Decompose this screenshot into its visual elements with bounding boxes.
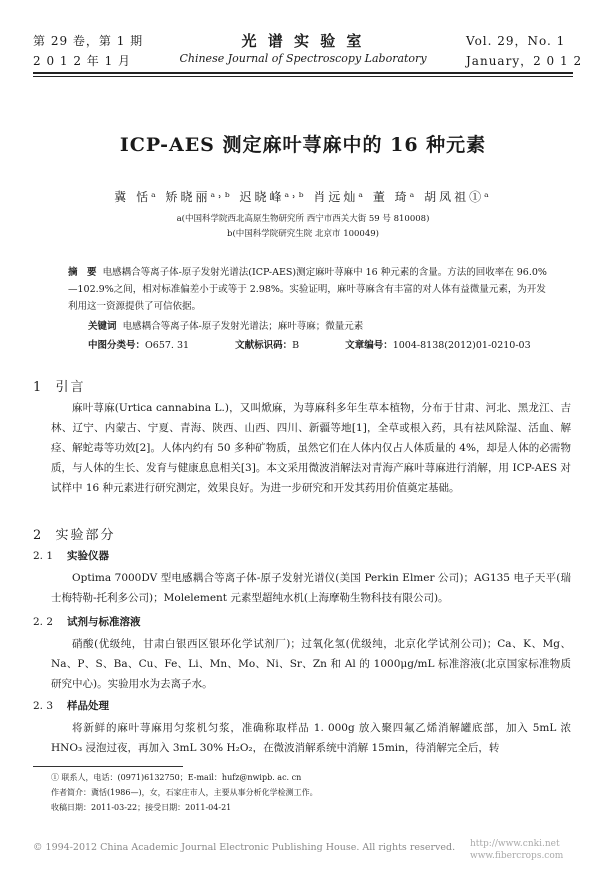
- footnote-contact: ① 联系人，电话：(0971)6132750；E-mail：hufz@nwipb. ac. cn: [51, 773, 302, 782]
- keywords-line: [88, 318, 363, 332]
- watermark-line-1: http://www.cnki.net: [470, 839, 560, 849]
- subsection-2-3-number: 2. 3: [33, 700, 54, 712]
- clc-value: O657. 31: [145, 340, 190, 351]
- authors: 冀 恬ᵃ 矫晓丽ᵃ˒ᵇ 迟晓峰ᵃ˒ᵇ 肖远灿ᵃ 董 琦ᵃ 胡凤祖①ᵃ: [114, 190, 492, 204]
- subsection-2-3-heading: [33, 698, 109, 713]
- instruments-paragraph: Optima 7000DV 型电感耦合等离子体-原子发射光谱仪(美国 Perkin Elmer 公司)；AG135 电子天平(瑞士梅特勒-托利多公司)；Molelement 元素型超纯水机(上海摩勒生物科技有限公司)。: [51, 572, 571, 604]
- affiliation-b: b(中国科学院研究生院 北京市 100049): [227, 229, 379, 239]
- journal-title-cn: 光 谱 实 验 室: [241, 32, 365, 50]
- subsection-2-1-heading: [33, 548, 109, 563]
- subsection-2-2-heading: [33, 614, 141, 629]
- clc-label: 中图分类号：: [88, 340, 146, 351]
- footnote-rule: [33, 766, 183, 767]
- volume-issue-en: Vol. 29，No. 1: [466, 34, 566, 48]
- abstract: [68, 264, 548, 315]
- footnote-dates: 收稿日期：2011-03-22；接受日期：2011-04-21: [51, 803, 232, 812]
- paper-title: ICP-AES 测定麻叶荨麻中的 16 种元素: [119, 134, 487, 156]
- affiliation-a: a(中国科学院西北高原生物研究所 西宁市西关大街 59 号 810008): [176, 214, 430, 224]
- watermark: [470, 838, 563, 862]
- section-2-heading: [33, 524, 116, 543]
- section-1-heading: [33, 376, 86, 395]
- intro-paragraph: 麻叶荨麻(Urtica cannabina L.)，又叫焮麻，为荨麻科多年生草本植物，分布于甘肃、河北、黑龙江、吉林、辽宁、内蒙古、宁夏、青海、陕西、山西、四川、新疆等地[1]，全草或根入药，具有祛风除湿、活血、解痉、解蛇毒等功效[2]。人体内约有 50 多种矿物质，虽然它们在人体内仅占人体质量的 4%，却是人体的必需物质，与人体的生长、发育与健康息息相关[3]。本文采用微波消解法对青海产麻叶荨麻进行消解，用 ICP-AES 对试样中 16 种元素进行研究测定，效果良好。为进一步研究和开发其药用价值奠定基础。: [51, 402, 571, 494]
- subsection-2-2-title: 试剂与标准溶液: [67, 616, 141, 628]
- subsection-2-2-number: 2. 2: [33, 616, 54, 628]
- keywords-label: 关键词: [88, 321, 117, 332]
- section-1-title: 引言: [55, 380, 86, 395]
- subsection-2-3-title: 样品处理: [67, 700, 110, 712]
- section-1-number: 1: [33, 380, 44, 395]
- article-number-label: 文章编号：: [345, 340, 393, 351]
- section-2-title: 实验部分: [55, 528, 116, 543]
- header-rule-thin: [33, 76, 573, 77]
- header-rule: [33, 72, 573, 74]
- journal-title-en: Chinese Journal of Spectroscopy Laboratory: [179, 52, 427, 65]
- subsection-2-1-number: 2. 1: [33, 550, 54, 562]
- abstract-text: 电感耦合等离子体-原子发射光谱法(ICP-AES)测定麻叶荨麻中 16 种元素的含量。方法的回收率在 96.0%—102.9%之间，相对标准偏差小于或等于 2.98%。实验证明，麻叶荨麻含有丰富的对人体有益微量元素，为开发利用这一资源提供了可信依据。: [68, 267, 547, 312]
- watermark-line-2: www.fibercrops.com: [470, 851, 564, 861]
- footnote-author-bio: 作者简介：冀恬(1986—)，女，石家庄市人，主要从事分析化学检测工作。: [51, 788, 318, 797]
- sample-prep-paragraph: 将新鲜的麻叶荨麻用匀浆机匀浆，准确称取样品 1. 000g 放入聚四氟乙烯消解罐底部，加入 5mL 浓 HNO₃ 浸泡过夜，再加入 3mL 30% H₂O₂，在微波消解系统中消解 15min，待消解完全后，转: [51, 722, 571, 754]
- section-2-number: 2: [33, 528, 44, 543]
- copyright-notice: © 1994-2012 China Academic Journal Electronic Publishing House. All rights reserved.: [33, 842, 456, 853]
- date-en: January，2 0 1 2: [466, 54, 583, 68]
- classification-line: [88, 337, 531, 351]
- abstract-label: 摘 要: [68, 267, 97, 278]
- article-number-value: 1004-8138(2012)01-0210-03: [392, 340, 531, 351]
- keywords: 电感耦合等离子体-原子发射光谱法；麻叶荨麻；微量元素: [122, 321, 364, 332]
- subsection-2-1-title: 实验仪器: [67, 550, 110, 562]
- date-cn: 2 0 1 2 年 1 月: [33, 54, 132, 68]
- doc-code-label: 文献标识码：: [235, 340, 293, 351]
- reagents-paragraph: 硝酸(优级纯，甘肃白银西区银环化学试剂厂)；过氧化氢(优级纯，北京化学试剂公司)；Ca、K、Mg、Na、P、S、Ba、Cu、Fe、Li、Mn、Mo、Ni、Sr、Zn 和 Al 的 1000μg/mL 标准溶液(北京国家标准物质研究中心)。实验用水为去离子水。: [51, 638, 571, 690]
- volume-issue-cn: 第 29 卷，第 1 期: [33, 34, 144, 48]
- doc-code-value: B: [292, 340, 300, 351]
